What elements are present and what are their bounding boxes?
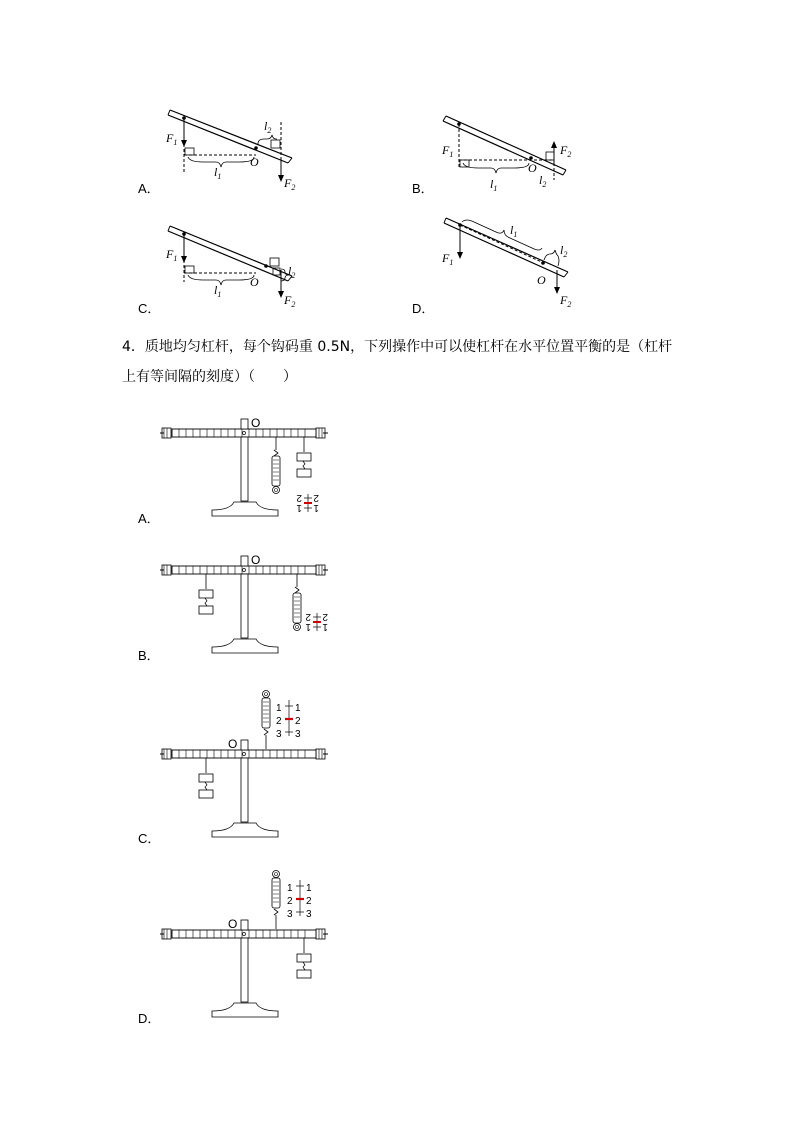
- option-label-q4-c: C．: [138, 831, 161, 846]
- pivot-label: O: [251, 416, 261, 430]
- svg-text:1: 1: [306, 883, 312, 894]
- svg-text:1: 1: [305, 621, 311, 632]
- svg-text:3: 3: [276, 729, 282, 740]
- label-l1: $l_1$: [214, 283, 222, 299]
- label-l1: $l_1$: [510, 223, 518, 239]
- svg-text:1: 1: [313, 502, 319, 513]
- balance-diagram-d: [160, 866, 340, 1018]
- label-f1: $F_1$: [166, 131, 178, 147]
- option-label-q4-a: A．: [138, 511, 160, 526]
- lever-diagram-c: [160, 220, 310, 315]
- label-l2: $l_2$: [539, 173, 547, 189]
- lever-diagram-b: [436, 108, 586, 198]
- option-label-a: A．: [138, 181, 160, 196]
- option-label-b: B．: [412, 181, 434, 196]
- question-4-text: 4．质地均匀杠杆，每个钩码重 0.5N，下列操作中可以使杠杆在水平位置平衡的是（杠杆上有等间隔的刻度）（ ）: [122, 339, 673, 385]
- svg-text:2: 2: [287, 896, 293, 907]
- lever-diagram-a: [160, 100, 310, 200]
- label-pivot: O: [250, 155, 259, 169]
- svg-text:3: 3: [295, 729, 301, 740]
- svg-text:2: 2: [305, 611, 311, 622]
- option-label-c: C．: [138, 301, 161, 316]
- svg-text:1: 1: [287, 883, 293, 894]
- option-label-d: D．: [412, 301, 435, 316]
- label-l2: $l_2$: [288, 264, 296, 280]
- label-f2: $F_2$: [560, 293, 572, 309]
- label-l2: $l_2$: [560, 243, 568, 259]
- label-pivot: O: [250, 275, 259, 289]
- pivot-label: O: [228, 737, 238, 751]
- label-l2: $l_2$: [264, 119, 272, 135]
- pivot-label: O: [228, 917, 238, 931]
- svg-text:3: 3: [287, 909, 293, 920]
- svg-text:1: 1: [322, 621, 328, 632]
- label-f2: $F_2$: [284, 293, 296, 309]
- label-f2: $F_2$: [560, 143, 572, 159]
- option-label-q4-d: D．: [138, 1011, 161, 1026]
- option-label-q4-b: B．: [138, 648, 160, 663]
- label-l1: $l_1$: [490, 177, 498, 193]
- lever-diagram-d: [436, 212, 586, 312]
- svg-text:3: 3: [306, 909, 312, 920]
- label-pivot: O: [528, 161, 537, 175]
- svg-text:2: 2: [306, 896, 312, 907]
- svg-text:1: 1: [295, 703, 301, 714]
- svg-text:2: 2: [313, 492, 319, 503]
- svg-text:2: 2: [322, 611, 328, 622]
- svg-text:2: 2: [295, 716, 301, 727]
- balance-diagram-a: [160, 410, 340, 522]
- label-f2: $F_2$: [284, 176, 296, 192]
- svg-text:2: 2: [276, 716, 282, 727]
- balance-diagram-c: [160, 686, 340, 838]
- pivot-label: O: [251, 553, 261, 567]
- label-f1: $F_1$: [442, 251, 454, 267]
- label-l1: $l_1$: [214, 165, 222, 181]
- svg-text:1: 1: [296, 502, 302, 513]
- svg-text:2: 2: [296, 492, 302, 503]
- label-f1: $F_1$: [442, 143, 454, 159]
- label-pivot: O: [537, 273, 546, 287]
- balance-diagram-b: [160, 547, 340, 659]
- label-f1: $F_1$: [166, 247, 178, 263]
- svg-text:1: 1: [276, 703, 282, 714]
